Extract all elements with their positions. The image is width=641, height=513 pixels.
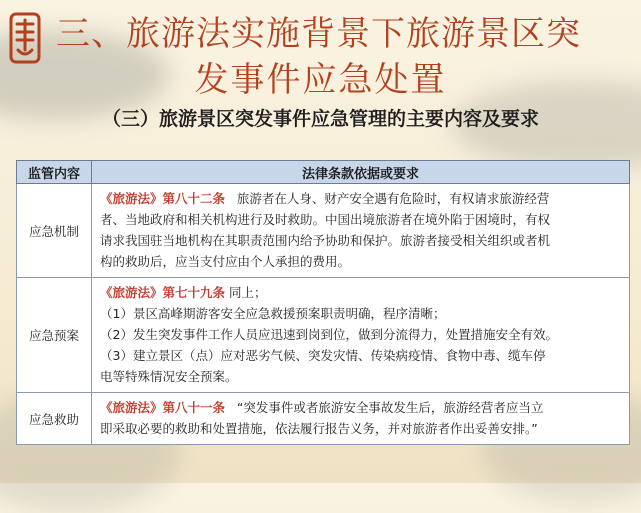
law-article-reference: 《旅游法》第八十二条 — [100, 191, 226, 206]
law-text: 电等特殊情况安全预案。 — [100, 369, 238, 384]
law-text-line — [100, 209, 621, 230]
row-law-text — [92, 393, 630, 445]
row-law-text — [92, 184, 630, 278]
slide-title-line2: 发事件应急处置 — [194, 60, 447, 100]
law-text: 同上； — [225, 285, 267, 300]
law-text-line — [100, 251, 621, 272]
table-header-row — [17, 161, 630, 184]
law-text: （2）发生突发事件工作人员应迅速到岗到位，做到分流得力，处置措施安全有效。 — [100, 327, 558, 342]
law-text: “突发事件或者旅游安全事故发生后，旅游经营者应当立 — [225, 400, 544, 415]
regulation-table — [16, 160, 630, 445]
law-text: （3）建立景区（点）应对恶劣气候、突发灾情、传染病疫情、食物中毒、缆车停 — [100, 348, 546, 363]
header-category: 监管内容 — [17, 161, 92, 184]
slide-title-line1: 三、旅游法实施背景下旅游景区突 — [56, 14, 581, 54]
row-category: 应急救助 — [17, 393, 92, 445]
law-text-line — [100, 303, 621, 324]
row-category: 应急预案 — [17, 278, 92, 393]
law-text: 者、当地政府和相关机构进行及时救助。中国出境旅游者在境外陷于困境时，有权 — [100, 212, 551, 227]
law-text-line — [100, 230, 621, 251]
law-text-line — [100, 345, 621, 366]
law-text: （1）景区高峰期游客安全应急救援预案职责明确，程序清晰； — [100, 306, 446, 321]
law-text-line — [100, 282, 621, 303]
law-text: 请求我国驻当地机构在其职责范围内给予协助和保护。旅游者接受相关组织或者机 — [100, 233, 551, 248]
law-text-line — [100, 418, 621, 439]
law-article-reference: 《旅游法》第八十一条 — [100, 400, 226, 415]
law-text: 构的救助后，应当支付应由个人承担的费用。 — [100, 254, 351, 269]
table-row — [17, 278, 630, 393]
law-article-reference: 《旅游法》第七十九条 — [100, 285, 226, 300]
table-row — [17, 184, 630, 278]
header-law: 法律条款依据或要求 — [92, 161, 630, 184]
law-text-line — [100, 324, 621, 345]
row-law-text — [92, 278, 630, 393]
law-text-line — [100, 366, 621, 387]
row-category: 应急机制 — [17, 184, 92, 278]
law-text-line — [100, 188, 621, 209]
law-text-line — [100, 397, 621, 418]
law-text: 即采取必要的救助和处置措施，依法履行报告义务，并对旅游者作出妥善安排。” — [100, 421, 538, 436]
slide-subtitle: （三）旅游景区突发事件应急管理的主要内容及要求 — [101, 108, 539, 130]
table-row — [17, 393, 630, 445]
law-text: 旅游者在人身、财产安全遇有危险时，有权请求旅游经营 — [225, 191, 550, 206]
